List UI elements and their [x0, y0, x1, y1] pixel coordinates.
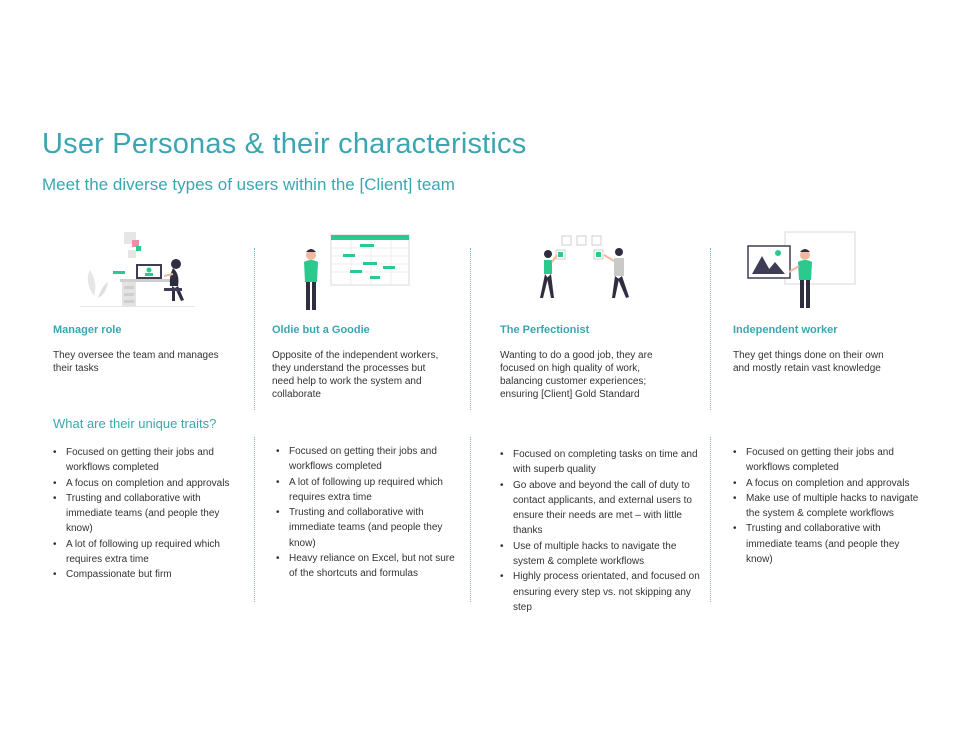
persona-description-independent: They get things done on their own and mostly retain vast knowledge: [733, 350, 884, 374]
person-with-spreadsheet-icon: [298, 232, 413, 314]
list-item: • Use of multiple hacks to navigate the system & complete workflows: [500, 539, 700, 570]
list-item: • A lot of following up required which requires extra time: [53, 537, 238, 568]
two-people-collaborating-icon: [532, 232, 640, 304]
column-divider: [710, 248, 711, 410]
list-item: • Highly process orientated, and focused on ensuring every step vs. not skipping any step: [500, 569, 700, 615]
persona-name-perfectionist: The Perfectionist: [500, 324, 590, 336]
person-with-picture-board-icon: [745, 228, 860, 314]
persona-name-manager: Manager role: [53, 324, 122, 336]
list-item: • A lot of following up required which requires extra time: [276, 475, 458, 506]
list-item: • Make use of multiple hacks to navigate the system & complete workflows: [733, 491, 923, 522]
person-at-desk-computer-icon: [80, 226, 195, 310]
persona-name-oldie: Oldie but a Goodie: [272, 324, 370, 336]
list-item: • Heavy reliance on Excel, but not sure of the shortcuts and formulas: [276, 551, 458, 582]
list-item: • Focused on getting their jobs and workflows completed: [733, 445, 923, 476]
traits-list-oldie: [276, 444, 458, 582]
column-divider: [710, 437, 711, 602]
page-subtitle: Meet the diverse types of users within the [Client] team: [42, 175, 455, 194]
persona-description-manager: They oversee the team and manages their tasks: [53, 350, 219, 374]
column-divider: [254, 437, 255, 602]
list-item: • Focused on getting their jobs and workflows completed: [53, 445, 238, 476]
persona-name-independent: Independent worker: [733, 324, 838, 336]
list-item: • Focused on getting their jobs and workflows completed: [276, 444, 458, 475]
list-item: • Trusting and collaborative with immediate teams (and people they know): [53, 491, 238, 537]
traits-list-perfectionist: [500, 447, 700, 615]
traits-list-independent: [733, 445, 923, 567]
persona-description-oldie: Opposite of the independent workers, they understand the processes but need help to work the system and collaborate: [272, 350, 439, 400]
persona-description-perfectionist: Wanting to do a good job, they are focused on high quality of work, balancing customer experiences; ensuring [Client] Gold Standard: [500, 350, 653, 400]
traits-heading: What are their unique traits?: [53, 416, 217, 431]
list-item: • A focus on completion and approvals: [733, 476, 923, 491]
list-item: • Trusting and collaborative with immediate teams (and people they know): [276, 505, 458, 551]
column-divider: [470, 437, 471, 602]
list-item: • Compassionate but firm: [53, 567, 238, 582]
list-item: • Go above and beyond the call of duty to contact applicants, and external users to ensure their needs are met – with little thanks: [500, 478, 700, 539]
traits-list-manager: [53, 445, 238, 583]
list-item: • A focus on completion and approvals: [53, 476, 238, 491]
column-divider: [470, 248, 471, 410]
page-title: User Personas & their characteristics: [42, 128, 527, 160]
list-item: • Trusting and collaborative with immediate teams (and people they know): [733, 521, 923, 567]
column-divider: [254, 248, 255, 410]
list-item: • Focused on completing tasks on time and with superb quality: [500, 447, 700, 478]
